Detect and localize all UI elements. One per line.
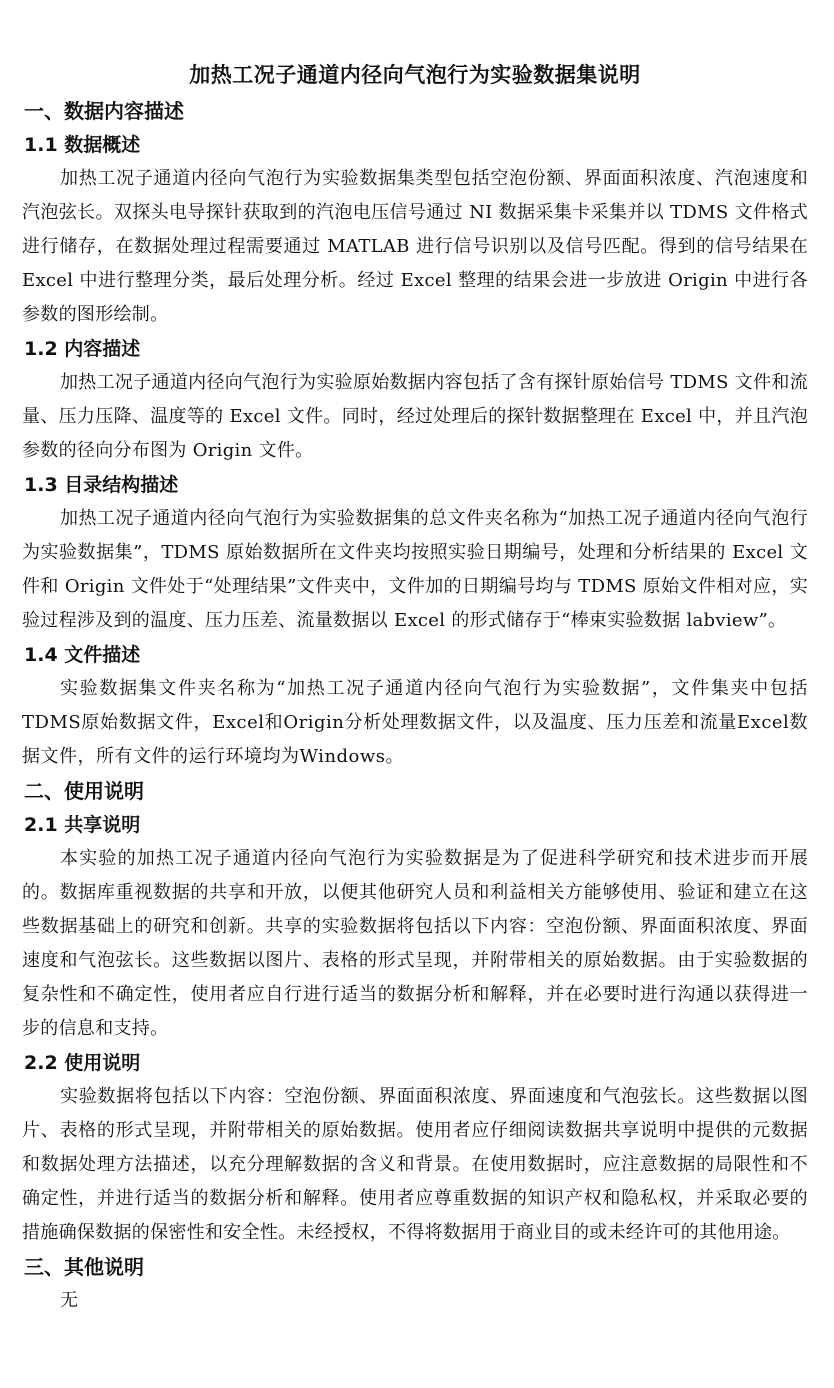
subsection-heading-sharing: 2.1 共享说明: [24, 814, 141, 836]
document-title: 加热工况子通道内径向气泡行为实验数据集说明: [189, 63, 641, 87]
subsection-heading-directory-structure: 1.3 目录结构描述: [24, 474, 179, 496]
paragraph-usage-notes: 实验数据将包括以下内容：空泡份额、界面面积浓度、界面速度和气泡弦长。这些数据以图片、表格的形式呈现，并附带相关的原始数据。使用者应仔细阅读数据共享说明中提供的元数据和数据处理方法描述，以充分理解数据的含义和背景。在使用数据时，应注意数据的局限性和不确定性，并进行适当的数据分析和解释。使用者应尊重数据的知识产权和隐私权，并采取必要的措施确保数据的保密性和安全性。未经授权，不得将数据用于商业目的或未经许可的其他用途。: [22, 1086, 808, 1243]
paragraph-file-description: 实验数据集文件夹名称为“加热工况子通道内径向气泡行为实验数据”，文件集夹中包括TDMS原始数据文件，Excel和Origin分析处理数据文件，以及温度、压力压差和流量Excel数据文件，所有文件的运行环境均为Windows。: [22, 678, 808, 767]
section-heading-other: 三、其他说明: [24, 1255, 144, 1279]
paragraph-sharing: 本实验的加热工况子通道内径向气泡行为实验数据是为了促进科学研究和技术进步而开展的。数据库重视数据的共享和开放，以便其他研究人员和利益相关方能够使用、验证和建立在这些数据基础上的研究和创新。共享的实验数据将包括以下内容：空泡份额、界面面积浓度、界面速度和气泡弦长。这些数据以图片、表格的形式呈现，并附带相关的原始数据。由于实验数据的复杂性和不确定性，使用者应自行进行适当的数据分析和解释，并在必要时进行沟通以获得进一步的信息和支持。: [22, 848, 808, 1039]
section-heading-content-description: 一、数据内容描述: [24, 99, 184, 123]
section-heading-usage: 二、使用说明: [24, 779, 144, 803]
paragraph-content: 加热工况子通道内径向气泡行为实验原始数据内容包括了含有探针原始信号 TDMS 文件和流量、压力压降、温度等的 Excel 文件。同时，经过处理后的探针数据整理在 Excel 中，并且汽泡参数的径向分布图为 Origin 文件。: [22, 372, 808, 461]
paragraph-other: 无: [60, 1290, 79, 1311]
subsection-heading-file-description: 1.4 文件描述: [24, 644, 141, 666]
subsection-heading-content: 1.2 内容描述: [24, 338, 141, 360]
subsection-heading-usage-notes: 2.2 使用说明: [24, 1052, 141, 1074]
paragraph-directory-structure: 加热工况子通道内径向气泡行为实验数据集的总文件夹名称为“加热工况子通道内径向气泡行为实验数据集”，TDMS 原始数据所在文件夹均按照实验日期编号，处理和分析结果的 Excel 文件和 Origin 文件处于“处理结果”文件夹中，文件加的日期编号均与 TDMS 原始文件相对应，实验过程涉及到的温度、压力压差、流量数据以 Excel 的形式储存于“棒束实验数据 labview”。: [22, 508, 808, 631]
paragraph-data-overview: 加热工况子通道内径向气泡行为实验数据集类型包括空泡份额、界面面积浓度、汽泡速度和汽泡弦长。双探头电导探针获取到的汽泡电压信号通过 NI 数据采集卡采集并以 TDMS 文件格式进行储存，在数据处理过程需要通过 MATLAB 进行信号识别以及信号匹配。得到的信号结果在 Excel 中进行整理分类，最后处理分析。经过 Excel 整理的结果会进一步放进 Origin 中进行各参数的图形绘制。: [22, 168, 808, 325]
subsection-heading-data-overview: 1.1 数据概述: [24, 134, 141, 156]
